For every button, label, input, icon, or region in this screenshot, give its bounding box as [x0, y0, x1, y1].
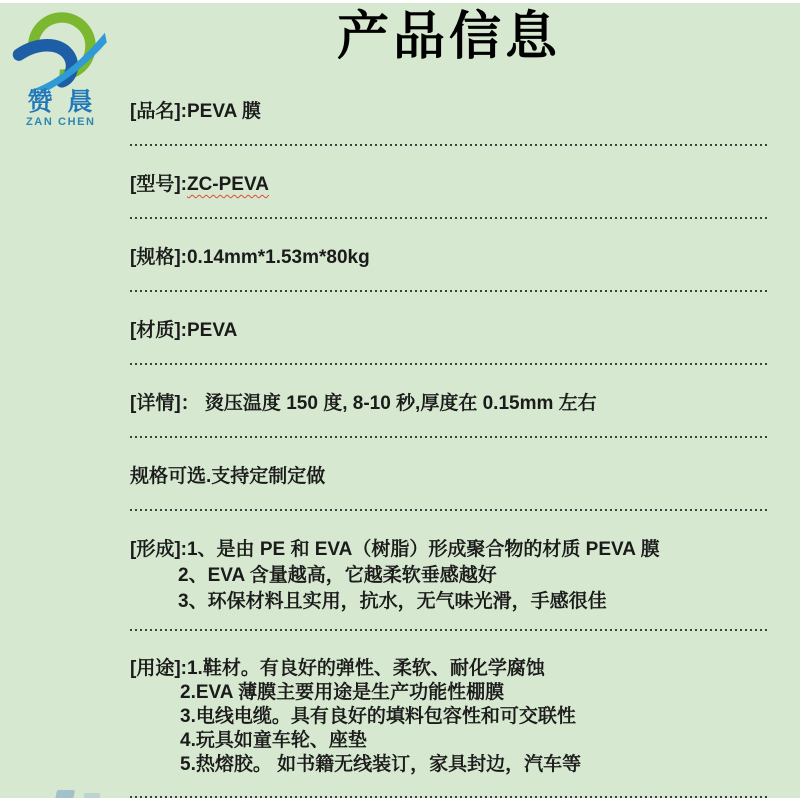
logo-brand-cn: 赞晨: [27, 88, 108, 116]
usage-line: [130, 681, 768, 705]
usage-line-5: 5.热熔胶。 如书籍无线装订，家具封边，汽车等: [180, 754, 582, 775]
model-value: ZC-PEVA: [186, 174, 269, 195]
usage-line-4: 4.玩具如童车轮、座垫: [180, 730, 367, 751]
usage-line-2: 2.EVA 薄膜主要用途是生产功能性棚膜: [180, 682, 505, 703]
usage-line: [130, 705, 768, 729]
formation-line-2: 2、EVA 含量越高，它越柔软垂感越好: [178, 565, 497, 586]
custom-note-row: [130, 438, 768, 509]
spec-label: [规格]: [130, 247, 181, 268]
product-name-value: :PEVA 膜: [180, 101, 261, 122]
product-name-row: [130, 72, 768, 144]
zanchen-logo: [10, 6, 110, 129]
usage-line: [130, 753, 768, 777]
usage-label: [用途]: [130, 658, 181, 679]
spec-row: [130, 219, 768, 290]
content-column: [130, 0, 768, 798]
formation-line: [130, 589, 768, 615]
usage-line-3: 3.电线电缆。具有良好的填料包容性和可交联性: [180, 706, 576, 727]
formation-line: [130, 563, 768, 589]
zanchen-logo-icon: [12, 6, 108, 90]
formation-label: [形成]: [130, 539, 181, 560]
formation-line-3: 3、环保材料且实用，抗水，无气味光滑，手感很佳: [178, 591, 607, 612]
model-row: [130, 146, 768, 217]
spec-value: :0.14mm*1.53m*80kg: [180, 247, 370, 268]
material-label: [材质]: [130, 320, 181, 341]
model-colon: :: [180, 174, 187, 195]
formation-line: [130, 537, 768, 563]
detail-row: [130, 365, 768, 436]
usage-line: [130, 657, 768, 681]
material-row: [130, 292, 768, 363]
material-value: :PEVA: [180, 320, 238, 341]
model-label: [型号]: [130, 174, 181, 195]
formation-row: [130, 511, 768, 629]
product-name-label: [品名]: [130, 101, 181, 122]
custom-note-text: 规格可选.支持定制定做: [130, 466, 326, 487]
page-title: 产品信息: [336, 6, 561, 67]
usage-row: [130, 631, 768, 796]
logo-brand-en: ZAN CHEN: [25, 116, 96, 128]
usage-line-1: :1.鞋材。有良好的弹性、柔软、耐化学腐蚀: [180, 658, 545, 679]
detail-value: ： 烫压温度 150 度, 8-10 秒,厚度在 0.15mm 左右: [180, 393, 597, 414]
usage-line: [130, 729, 768, 753]
detail-label: [详情]: [130, 393, 181, 414]
formation-line-1: :1、是由 PE 和 EVA（树脂）形成聚合物的材质 PEVA 膜: [180, 539, 660, 560]
